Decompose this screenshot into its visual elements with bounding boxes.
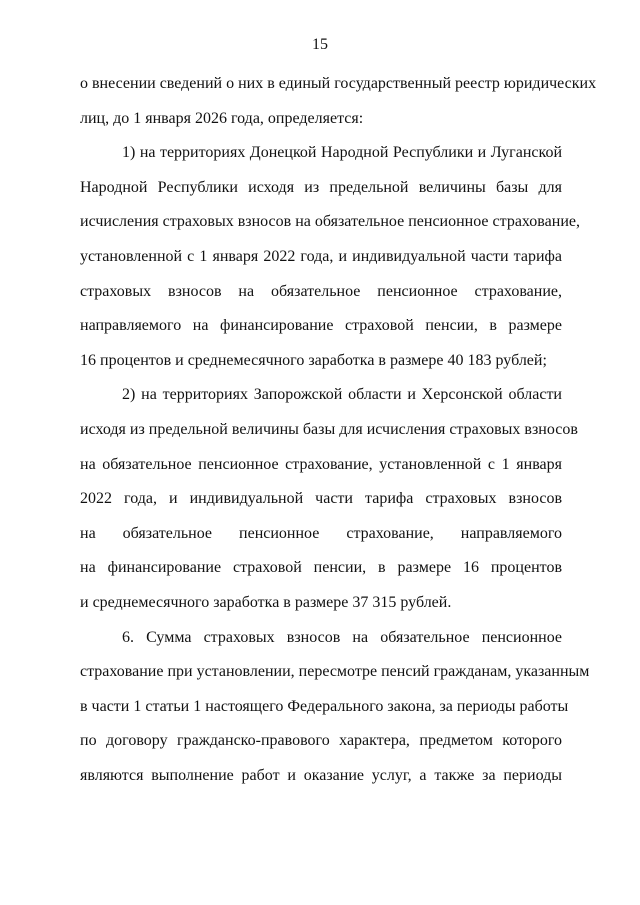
text-line: 2) на территориях Запорожской области и Херсонской области xyxy=(122,386,562,404)
page-number: 15 xyxy=(312,36,328,53)
document-body xyxy=(80,74,597,800)
text-line: о внесении сведений о них в единый государственный реестр юридических xyxy=(80,75,597,92)
text-line: исходя из предельной величины базы для исчисления страховых взносов xyxy=(80,420,578,438)
text-line: 1) на территориях Донецкой Народной Республики и Луганской xyxy=(122,144,562,162)
text-line: и среднемесячного заработка в размере 37 315 рублей. xyxy=(80,593,452,611)
text-line: Народной Республики исходя из предельной величины базы для xyxy=(80,178,562,196)
text-line: страховых взносов на обязательное пенсионное страхование, xyxy=(80,282,562,300)
text-line: лиц, до 1 января 2026 года, определяется: xyxy=(80,109,364,127)
text-line: являются выполнение работ и оказание услуг, а также за периоды xyxy=(80,766,562,784)
text-line: на финансирование страховой пенсии, в размере 16 процентов xyxy=(80,559,562,577)
text-line: по договору гражданско-правового характера, предметом которого xyxy=(80,732,562,750)
text-line: 16 процентов и среднемесячного заработка в размере 40 183 рублей; xyxy=(80,351,547,369)
text-line: направляемого на финансирование страховой пенсии, в размере xyxy=(80,317,562,335)
text-line: на обязательное пенсионное страхование, направляемого xyxy=(80,524,562,542)
text-line: 2022 года, и индивидуальной части тарифа страховых взносов xyxy=(80,490,562,508)
text-line: страхование при установлении, пересмотре пенсий гражданам, указанным xyxy=(80,663,590,681)
text-line: установленной с 1 января 2022 года, и индивидуальной части тарифа xyxy=(80,247,562,265)
text-line: на обязательное пенсионное страхование, установленной с 1 января xyxy=(80,455,562,473)
text-line: в части 1 статьи 1 настоящего Федерального закона, за периоды работы xyxy=(80,697,569,715)
text-line: 6. Сумма страховых взносов на обязательное пенсионное xyxy=(122,628,562,646)
text-line: исчисления страховых взносов на обязательное пенсионное страхование, xyxy=(80,213,580,231)
